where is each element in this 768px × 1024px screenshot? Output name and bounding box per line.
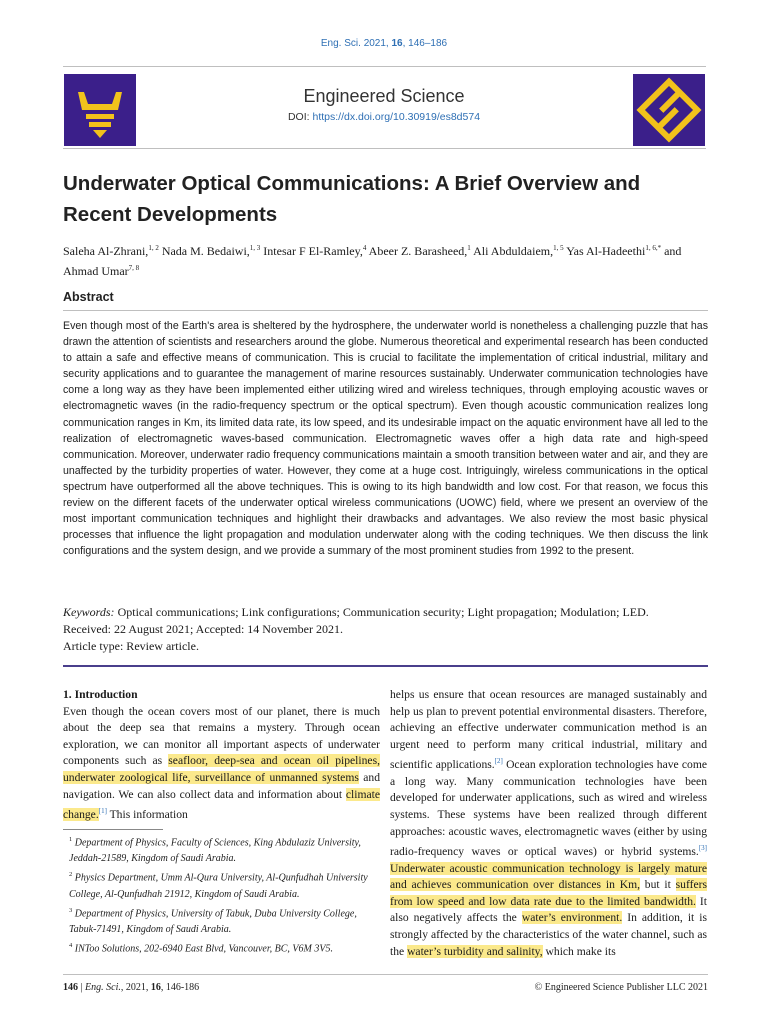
footnote-text: Physics Department, Umm Al-Qura University, Al-Qunfudhah University College, Al-Qunfudhah 21912, Kingdom of Saudi Arabia.	[69, 872, 368, 900]
abstract-heading: Abstract	[63, 290, 114, 304]
running-citation	[0, 38, 768, 49]
body-text: This information	[106, 808, 188, 822]
footnote-text: INToo Solutions, 202-6940 East Blvd, Vancouver, BC, V6M 3V5.	[72, 943, 333, 955]
footnote	[63, 832, 380, 867]
highlighted-text: Underwater acoustic communication technology is largely mature and achieves communication over distances in Km,	[390, 861, 707, 892]
bull-horns-icon	[64, 74, 136, 146]
footnote-number: 4	[69, 941, 73, 949]
intro-paragraph	[63, 704, 380, 824]
doi-label: DOI:	[287, 111, 310, 123]
body-text: and navigation. We can also collect data and information about	[63, 770, 380, 801]
footer-pages: , 146-186	[160, 982, 200, 993]
article-meta	[63, 604, 708, 655]
reference-link[interactable]: [2]	[494, 757, 503, 766]
page-footer-citation	[63, 982, 199, 993]
highlighted-text: seafloor, deep-sea and ocean oil pipelines, underwater zoological life, surveillance of unmanned systems	[63, 754, 380, 784]
header-divider-bottom	[63, 148, 706, 149]
author-name: Intesar F El-Ramley,	[260, 244, 363, 258]
author-name: Yas Al-Hadeethi	[563, 244, 646, 258]
reference-link[interactable]: [1]	[98, 807, 107, 816]
reference-link[interactable]: [3]	[698, 844, 707, 853]
footer-journal: Eng. Sci.	[85, 982, 121, 993]
footnote-number: 3	[69, 906, 73, 914]
author-affiliation: 7, 8	[128, 264, 140, 272]
citation-pages: , 146–186	[402, 38, 448, 49]
author-affiliation: 1, 6,*	[645, 244, 662, 252]
keywords-line	[63, 604, 708, 621]
copyright-notice: © Engineered Science Publisher LLC 2021	[534, 982, 708, 993]
footnote-text: Department of Physics, University of Tabuk, Duba University College, Tabuk-71491, Kingdom of Saudi Arabia.	[69, 907, 357, 935]
author-affiliation: 1, 5	[553, 244, 564, 252]
keywords-value: Optical communications; Link configurations; Communication security; Light propagation; Modulation; LED.	[114, 605, 649, 619]
doi-link[interactable]: https://dx.doi.org/10.30919/es8d574	[312, 111, 481, 123]
body-text: which make its	[542, 944, 616, 958]
intro-left-column	[63, 687, 380, 824]
author-affiliation: 1, 3	[249, 244, 261, 252]
abstract-text: Even though most of the Earth's area is sheltered by the hydrosphere, the underwater world is nonetheless a challenging puzzle that has drawn the attention of scientists and researchers around the globe. Numerous theoretical and experimental research has been conducted to attain a safe and effective means of communication. This is crucial to facilitate the implementation of critical industrial, military and security applications and to guarantee the management of marine resources sustainably. Underwater communication technologies have come a long way as they have been implemented either utilizing wired and wireless techniques, through employing acoustic waves or electromagnetic waves (in the radio-frequency spectrum or the optical spectrum). Even though acoustic communication realizes long communication ranges in Km, its limited data rate, its low speed, and its undesirable impact on the aquatic environment have all led to the realization of electromagnetic waves-based communication. Electromagnetic waves offer a high data rate and high-speed communication. Moreover, underwater radio frequency communications maintain a smooth transition between water and air, and they are unaffected by the turbidity properties of water. However, they come at a huge cost. Intriguingly, wireless communications in the optical spectrum have outperformed all the above techniques. This is owing to its high bandwidth and low cost. For that reason, we focus this review on the different facets of the underwater optical wireless communications (UOWC) field, where we present an overview of the most important communication techniques and highlight their drawbacks and advantages. We also review the most basic physical processes that influence the light propagation and modulation underwater along with the coding techniques. We then discuss the link configurations and the system design, and we provide a summary of the most prominent studies from 1992 to the present.	[63, 320, 708, 558]
article-title: Underwater Optical Communications: A Brief Overview and Recent Developments	[63, 172, 641, 226]
author-affiliation: 4	[362, 244, 367, 252]
page-number: 146	[63, 982, 78, 993]
footnote	[63, 938, 380, 957]
highlighted-text: water’s turbidity and salinity,	[407, 944, 543, 958]
highlighted-text: water’s environment.	[521, 911, 623, 925]
section-heading: 1. Introduction	[63, 688, 138, 701]
footer-separator: |	[78, 982, 86, 993]
citation-volume: 16	[391, 38, 403, 49]
journal-name: Engineered Science	[303, 86, 465, 106]
received-dates: Received: 22 August 2021; Accepted: 14 November 2021.	[63, 622, 343, 636]
footnote	[63, 903, 380, 938]
author-affiliation: 1	[467, 244, 471, 252]
abstract-divider	[63, 310, 708, 311]
intro-right-column	[390, 687, 707, 960]
body-text: but it	[639, 878, 676, 892]
body-text: helps us ensure that ocean resources are managed sustainably and help us plan to prevent potential environmental disasters. Therefore, achieving an effective underwater communication method is an urgent need to perform many critical industrial, military and scientific applications.	[390, 688, 707, 772]
citation-journal: Eng. Sci.	[320, 38, 361, 49]
footer-details: , 2021,	[120, 982, 151, 993]
footnote-number: 2	[69, 871, 73, 879]
footer-divider	[63, 974, 708, 975]
author-list	[63, 240, 708, 280]
author-affiliation: 1, 2	[148, 244, 159, 252]
journal-logo-left	[64, 74, 136, 146]
journal-logo-right	[633, 74, 705, 146]
highlighted-text: suffers from low speed and low data rate due to the limited bandwidth.	[390, 878, 707, 908]
section-divider	[63, 665, 708, 667]
highlighted-text: climate change.	[63, 787, 380, 822]
footnote-number: 1	[69, 836, 73, 843]
author-name: Abeer Z. Barasheed,	[366, 244, 468, 258]
citation-year: 2021,	[363, 38, 389, 49]
author-name: and Ahmad Umar	[63, 244, 682, 278]
author-name: Saleha Al-Zhrani,	[63, 244, 149, 258]
header-divider-top	[63, 66, 706, 67]
keywords-label: Keywords:	[63, 605, 115, 619]
author-name: Ali Abduldaiem,	[470, 244, 554, 258]
footnote-divider	[63, 829, 163, 830]
footnote-text: Department of Physics, Faculty of Sciences, King Abdulaziz University, Jeddah-21589, Kingdom of Saudi Arabia.	[69, 837, 361, 865]
footer-volume: 16	[150, 982, 161, 993]
body-text: Ocean exploration technologies have come a long way. Many communication technologies have been developed for underwater applications, such as wired and wireless systems. These systems have been realized through different approaches: acoustic waves, electromagnetic waves (either by using radio-frequency waves or optical waves) or hybrid systems.	[390, 758, 707, 859]
body-text: Even though the ocean covers most of our planet, there is much about the deep sea that remains a mystery. Through ocean exploration, we can monitor all important aspects of underwater components such as	[63, 704, 380, 768]
body-text: In addition, it is strongly affected by the characteristics of the water channel, such as the	[390, 911, 707, 958]
author-name: Nada M. Bedaiwi,	[158, 244, 250, 258]
body-text: It also negatively affects the	[390, 894, 708, 925]
affiliation-footnotes	[63, 832, 380, 957]
diamond-s-icon	[633, 74, 705, 146]
footnote	[63, 867, 380, 902]
article-type: Article type: Review article.	[63, 639, 199, 653]
